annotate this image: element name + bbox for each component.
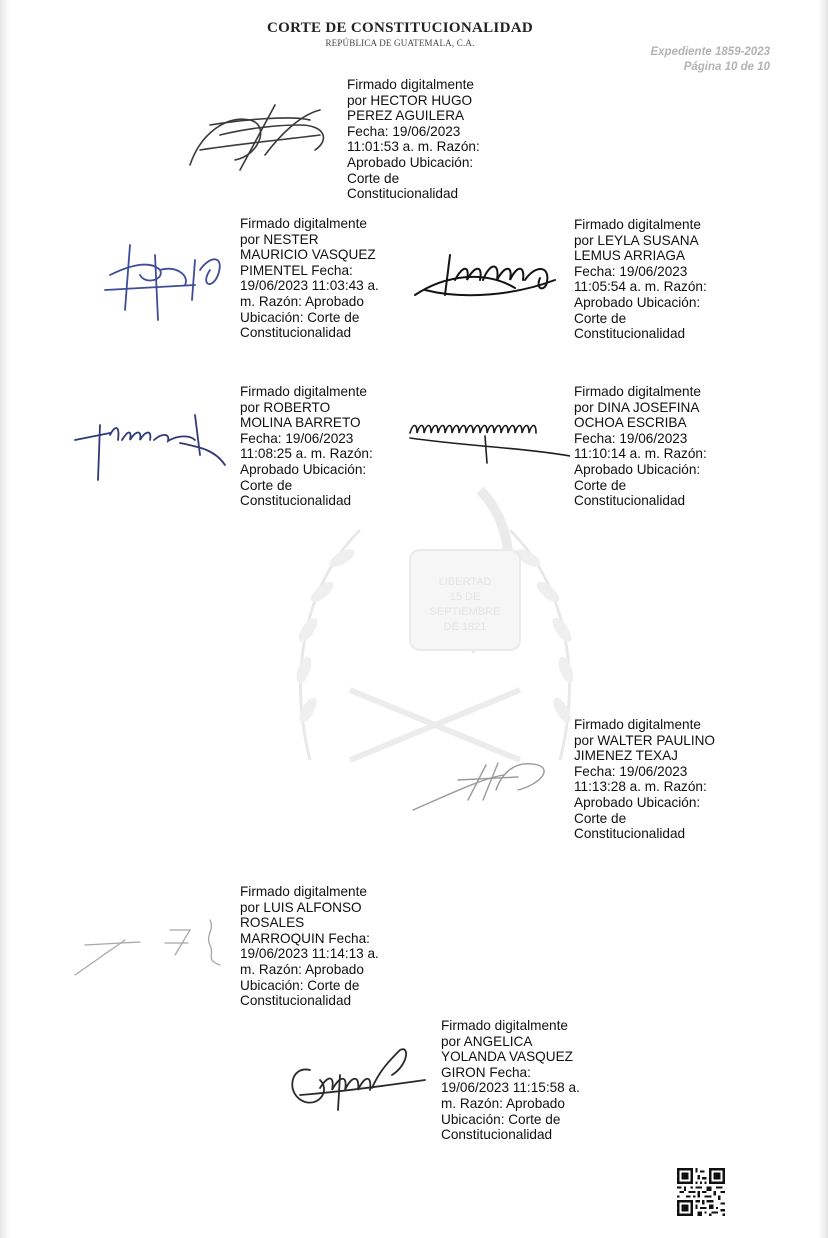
signature-text-rosales-marroquin: Firmado digitalmente por LUIS ALFONSO ROSALES MARROQUIN Fecha: 19/06/2023 11:14:13 a. m. Razón: Aprobado Ubicación: Corte de Constitucionalidad bbox=[240, 884, 379, 1009]
signature-ochoa-escriba bbox=[405, 418, 570, 468]
watermark-libertad-line2: 15 DE bbox=[449, 591, 481, 603]
signature-text-lemus-arriaga: Firmado digitalmente por LEYLA SUSANA LEMUS ARRIAGA Fecha: 19/06/2023 11:05:54 a. m. Razón: Aprobado Ubicación: Corte de Constitucionalidad bbox=[574, 217, 707, 342]
expediente-number: Expediente 1859-2023 bbox=[650, 46, 770, 58]
page-edge-right bbox=[818, 0, 828, 1238]
signature-text-vasquez-pimentel: Firmado digitalmente por NESTER MAURICIO VASQUEZ PIMENTEL Fecha: 19/06/2023 11:03:43 a. m. Razón: Aprobado Ubicación: Corte de Constitucionalidad bbox=[240, 216, 379, 341]
coat-of-arms-watermark bbox=[270, 460, 600, 790]
signature-text-jimenez-texaj: Firmado digitalmente por WALTER PAULINO JIMENEZ TEXAJ Fecha: 19/06/2023 11:13:28 a. m. Razón: Aprobado Ubicación: Corte de Constitucionalidad bbox=[574, 717, 716, 842]
signature-lemus-arriaga bbox=[405, 240, 565, 310]
signature-molina-barreto bbox=[70, 405, 230, 485]
signature-vasquez-giron bbox=[280, 1040, 430, 1115]
signature-text-perez-aguilera: Firmado digitalmente por HECTOR HUGO PEREZ AGUILERA Fecha: 19/06/2023 11:01:53 a. m. Razón: Aprobado Ubicación: Corte de Constitucionalidad bbox=[347, 77, 480, 202]
qr-code[interactable] bbox=[677, 1168, 725, 1216]
watermark-libertad-line4: DE 1821 bbox=[443, 621, 487, 633]
signature-text-molina-barreto: Firmado digitalmente por ROBERTO MOLINA BARRETO Fecha: 19/06/2023 11:08:25 a. m. Razón: Aprobado Ubicación: Corte de Constitucionalidad bbox=[240, 384, 373, 509]
watermark-libertad-line1: LIBERTAD bbox=[438, 576, 492, 588]
page-edge-left bbox=[0, 0, 10, 1238]
signature-text-ochoa-escriba: Firmado digitalmente por DINA JOSEFINA OCHOA ESCRIBA Fecha: 19/06/2023 11:10:14 a. m. Razón: Aprobado Ubicación: Corte de Constitucionalidad bbox=[574, 384, 707, 509]
watermark-libertad-line3: SEPTIEMBRE bbox=[429, 606, 501, 618]
signature-perez-aguilera bbox=[180, 95, 340, 180]
signature-rosales-marroquin bbox=[70, 915, 230, 980]
page-number: Página 10 de 10 bbox=[683, 61, 770, 73]
signature-vasquez-pimentel bbox=[100, 235, 230, 325]
signature-text-vasquez-giron: Firmado digitalmente por ANGELICA YOLANDA VASQUEZ GIRON Fecha: 19/06/2023 11:15:58 a. m. Razón: Aprobado Ubicación: Corte de Constitucionalidad bbox=[441, 1018, 580, 1143]
signature-jimenez-texaj bbox=[408, 745, 558, 815]
court-title: CORTE DE CONSTITUCIONALIDAD bbox=[267, 20, 533, 36]
case-reference bbox=[650, 45, 770, 75]
court-subtitle: REPÚBLICA DE GUATEMALA, C.A. bbox=[325, 38, 475, 48]
